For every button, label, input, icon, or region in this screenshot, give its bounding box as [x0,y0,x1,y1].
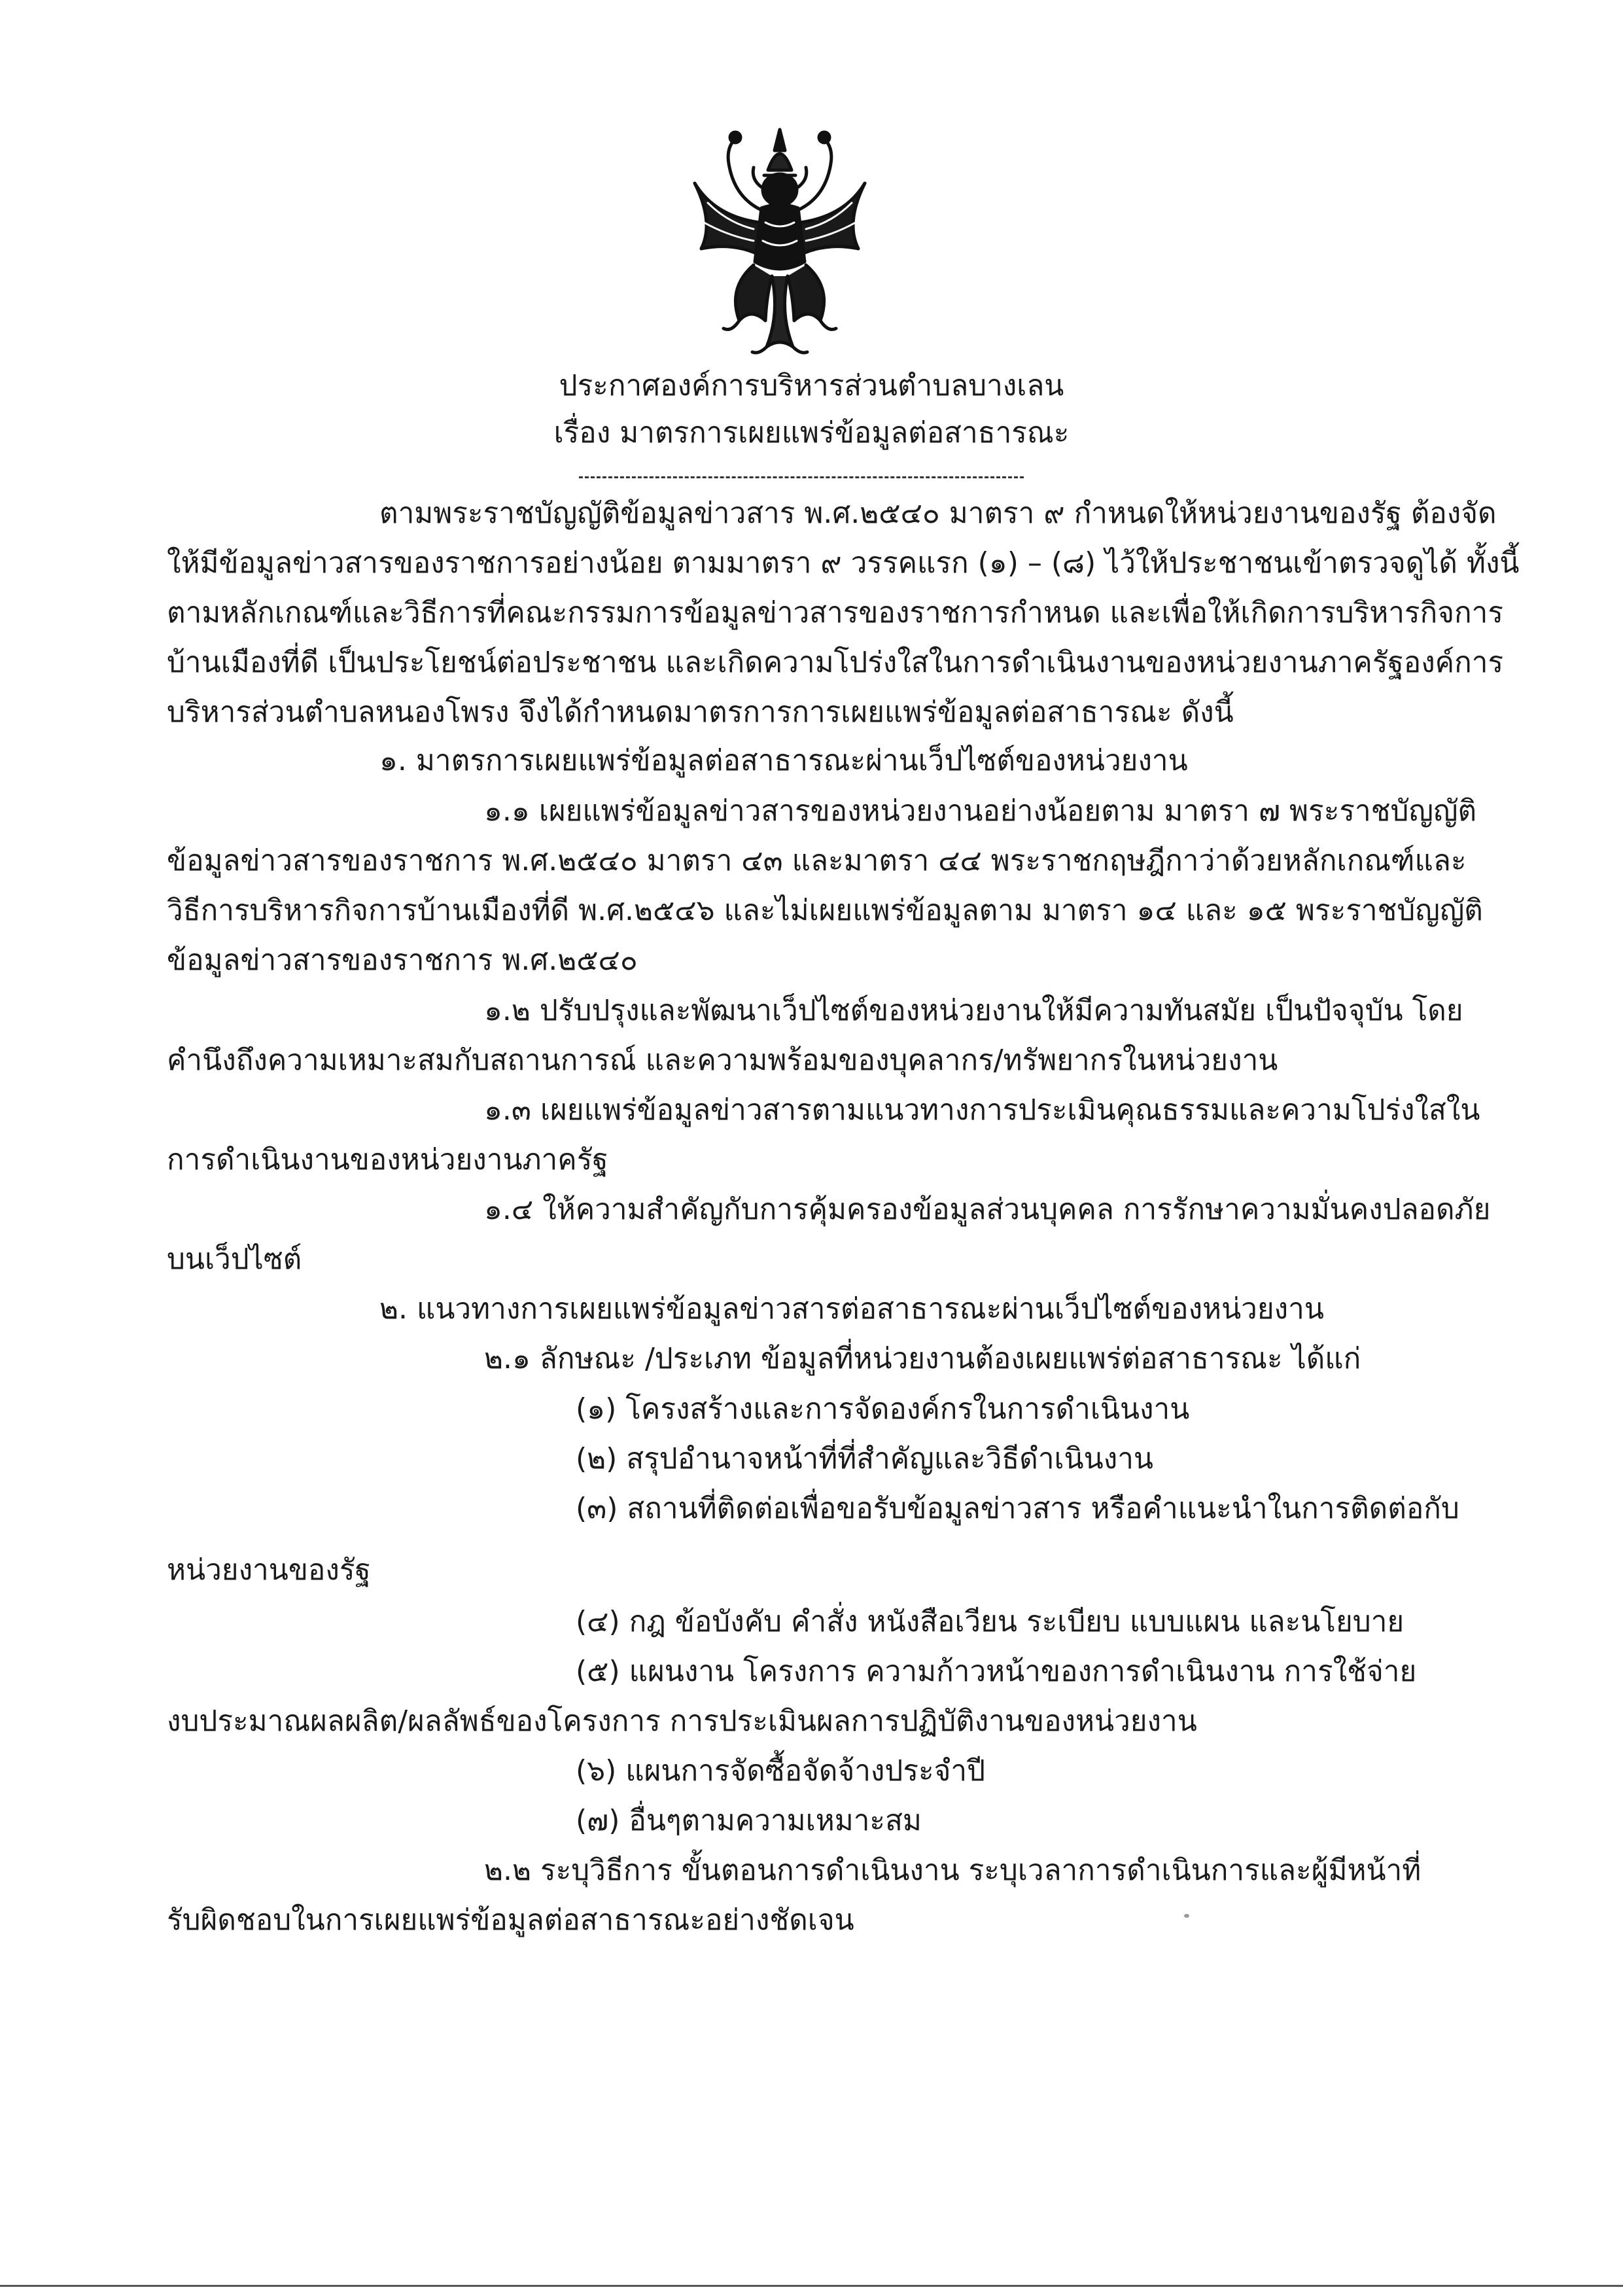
item-1-2-line: ๑.๒ ปรับปรุงและพัฒนาเว็ปไซต์ของหน่วยงานให้มีความทันสมัย เป็นปัจจุบัน โดย [484,994,1463,1027]
intro-line: ให้มีข้อมูลข่าวสารของราชการอย่างน้อย ตามมาตรา ๙ วรรคแรก (๑) – (๘) ไว้ให้ประชาชนเข้าตรวจดูได้ ทั้งนี้ [167,546,1520,580]
item-1-1-line: ข้อมูลข่าวสารของราชการ พ.ศ.๒๕๔๐ มาตรา ๔๓ และมาตรา ๔๔ พระราชกฤษฎีกาว่าด้วยหลักเกณฑ์และ [167,844,1467,877]
section-1-heading: ๑. มาตรการเผยแพร่ข้อมูลต่อสาธารณะผ่านเว็ปไซต์ของหน่วยงาน [379,744,1188,777]
item-2-1: ๒.๑ ลักษณะ /ประเภท ข้อมูลที่หน่วยงานต้องเผยแพร่ต่อสาธารณะ ได้แก่ [484,1342,1361,1375]
page-bottom-edge [0,2285,1623,2287]
item-1-3-line: ๑.๓ เผยแพร่ข้อมูลข่าวสารตามแนวทางการประเมินคุณธรรมและความโปร่งใสใน [484,1093,1480,1127]
sub-item-2: (๒) สรุปอำนาจหน้าที่ที่สำคัญและวิธีดำเนินงาน [576,1442,1153,1475]
sub-item-5-line: งบประมาณผลผลิต/ผลลัพธ์ของโครงการ การประเมินผลการปฏิบัติงานของหน่วยงาน [167,1704,1197,1738]
intro-line: ตามพระราชบัญญัติข้อมูลข่าวสาร พ.ศ.๒๕๔๐ มาตรา ๙ กำหนดให้หน่วยงานของรัฐ ต้องจัด [379,497,1497,530]
sub-item-3-line: (๓) สถานที่ติดต่อเพื่อขอรับข้อมูลข่าวสาร หรือคำแนะนำในการติดต่อกับ [576,1492,1459,1525]
item-1-4-line: บนเว็ปไซต์ [167,1243,302,1276]
intro-line: ตามหลักเกณฑ์และวิธีการที่คณะกรรมการข้อมูลข่าวสารของราชการกำหนด และเพื่อให้เกิดการบริหารกิจการ [167,596,1503,629]
scan-speck [1184,1914,1189,1918]
item-1-1-line: ข้อมูลข่าวสารของราชการ พ.ศ.๒๕๔๐ [167,944,638,977]
sub-item-6: (๖) แผนการจัดซื้อจัดจ้างประจำปี [576,1754,986,1788]
item-2-2-line: ๒.๒ ระบุวิธีการ ขั้นตอนการดำเนินงาน ระบุเวลาการดำเนินการและผู้มีหน้าที่ [484,1854,1422,1887]
sub-item-3-line: หน่วยงานของรัฐ [167,1553,371,1587]
item-1-1-line: ๑.๑ เผยแพร่ข้อมูลข่าวสารของหน่วยงานอย่างน้อยตาม มาตรา ๗ พระราชบัญญัติ [484,794,1477,828]
item-1-3-line: การดำเนินงานของหน่วยงานภาครัฐ [167,1143,608,1176]
intro-line: บ้านเมืองที่ดี เป็นประโยชน์ต่อประชาชน และเกิดความโปร่งใสในการดำเนินงานของหน่วยงานภาครัฐองค์การ [167,646,1504,679]
announcement-subject: เรื่อง มาตรการเผยแพร่ข้อมูลต่อสาธารณะ [553,416,1070,450]
sub-item-4: (๔) กฎ ข้อบังคับ คำสั่ง หนังสือเวียน ระเบียบ แบบแผน และนโยบาย [576,1605,1405,1638]
section-2-heading: ๒. แนวทางการเผยแพร่ข้อมูลข่าวสารต่อสาธารณะผ่านเว็ปไซต์ของหน่วยงาน [379,1292,1324,1326]
header-divider [579,476,1024,478]
item-1-1-line: วิธีการบริหารกิจการบ้านเมืองที่ดี พ.ศ.๒๕๔๖ และไม่เผยแพร่ข้อมูลตาม มาตรา ๑๔ และ ๑๕ พระราชบัญญัติ [167,894,1483,927]
item-1-4-line: ๑.๔ ให้ความสำคัญกับการคุ้มครองข้อมูลส่วนบุคคล การรักษาความมั่นคงปลอดภัย [484,1193,1491,1226]
announcement-title: ประกาศองค์การบริหารส่วนตำบลบางเลน [559,369,1064,402]
garuda-emblem-icon [688,124,871,360]
intro-line: บริหารส่วนตำบลหนองโพรง จึงได้กำหนดมาตรการการเผยแพร่ข้อมูลต่อสาธารณะ ดังนี้ [167,696,1234,729]
sub-item-7: (๗) อื่นๆตามความเหมาะสม [576,1804,922,1837]
item-2-2-line: รับผิดชอบในการเผยแพร่ข้อมูลต่อสาธารณะอย่างชัดเจน [167,1903,854,1937]
sub-item-1: (๑) โครงสร้างและการจัดองค์กรในการดำเนินงาน [576,1392,1190,1426]
sub-item-5-line: (๕) แผนงาน โครงการ ความก้าวหน้าของการดำเนินงาน การใช้จ่าย [576,1655,1417,1688]
item-1-2-line: คำนึงถึงความเหมาะสมกับสถานการณ์ และความพร้อมของบุคลากร/ทรัพยากรในหน่วยงาน [167,1044,1278,1077]
